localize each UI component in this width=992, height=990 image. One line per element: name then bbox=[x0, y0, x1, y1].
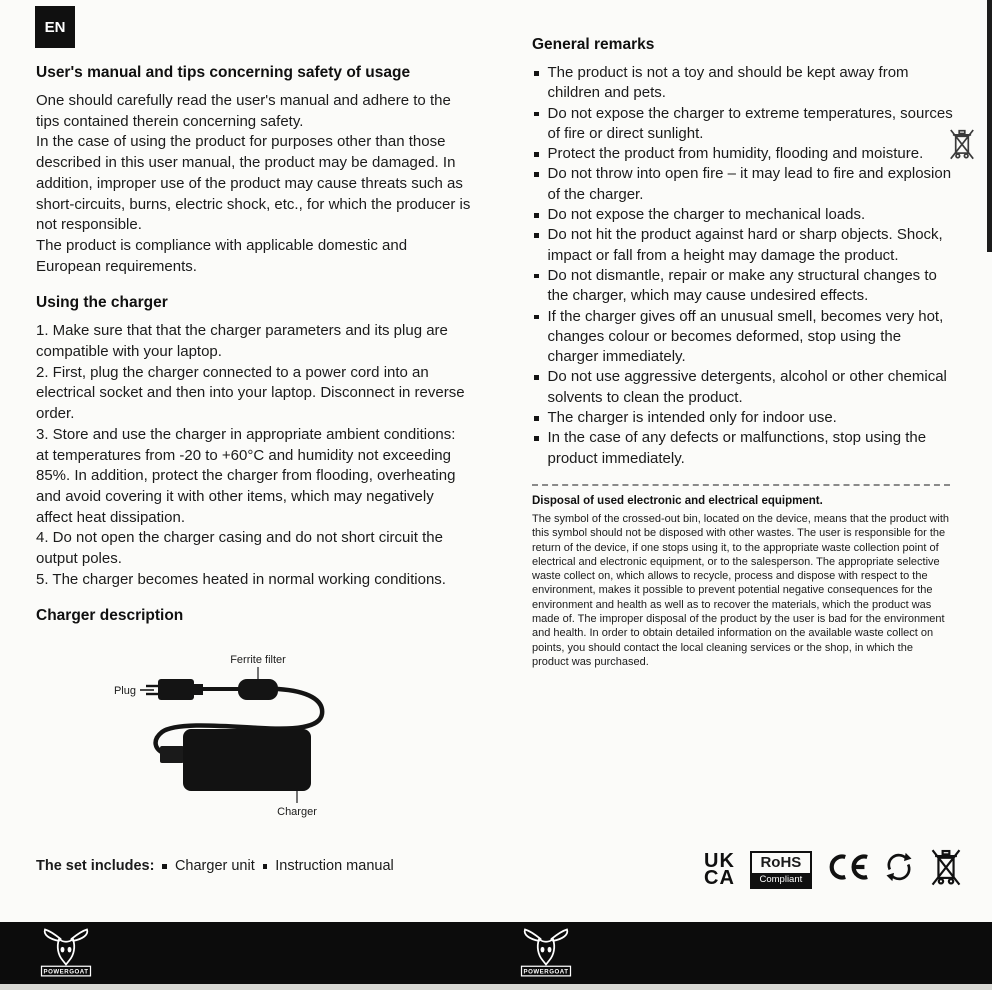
set-includes-item: Charger unit bbox=[174, 858, 255, 874]
remarks-list bbox=[532, 63, 956, 469]
list-item: Protect the product from humidity, flooding and moisture. bbox=[532, 144, 956, 164]
left-column bbox=[36, 64, 472, 834]
ukca-mark: UK CA bbox=[704, 849, 735, 889]
list-item: If the charger gives off an unusual smell, becomes very hot, changes colour or becomes deformed, stop using the charger immediately. bbox=[532, 307, 956, 368]
using-step: 4. Do not open the charger casing and do not short circuit the output poles. bbox=[36, 529, 443, 568]
using-steps bbox=[36, 321, 472, 590]
list-item: Do not use aggressive detergents, alcohol or other chemical solvents to clean the product. bbox=[532, 367, 956, 408]
disposal-heading: Disposal of used electronic and electrical equipment. bbox=[532, 494, 823, 507]
scan-edge-artifact bbox=[987, 0, 992, 252]
safety-paragraph: One should carefully read the user's manual and adhere to the tips contained therein concerning safety. bbox=[36, 92, 451, 130]
bullet-square-icon bbox=[534, 416, 539, 421]
bullet-square-icon bbox=[534, 315, 539, 320]
safety-heading: User's manual and tips concerning safety of usage bbox=[36, 64, 411, 81]
bullet-square-icon bbox=[534, 152, 539, 157]
powergoat-logo bbox=[518, 926, 574, 987]
bullet-square-icon bbox=[534, 436, 539, 441]
plug-shape bbox=[146, 679, 203, 700]
set-includes-label: The set includes: bbox=[36, 858, 155, 874]
list-item: Do not expose the charger to extreme temperatures, sources of fire or direct sunlight. bbox=[532, 104, 956, 145]
using-heading: Using the charger bbox=[36, 294, 168, 312]
bullet-square-icon bbox=[534, 71, 539, 76]
set-includes bbox=[36, 858, 394, 874]
using-step: 3. Store and use the charger in appropriate ambient conditions: at temperatures from -20 to +60°C and humidity not exceeding 85%. In addition, protect the charger from flooding, overheating and avoid covering it with other items, which may negatively affect heat dissipation. bbox=[36, 425, 456, 526]
recycle-icon bbox=[884, 852, 914, 887]
list-item: Do not expose the charger to mechanical loads. bbox=[532, 205, 956, 225]
remarks-heading: General remarks bbox=[532, 36, 655, 53]
compliance-marks bbox=[704, 846, 963, 893]
diagram-label-plug: Plug bbox=[113, 685, 136, 698]
bullet-square-icon bbox=[534, 172, 539, 177]
ferrite-filter-shape bbox=[238, 679, 278, 700]
connector-stub-shape bbox=[160, 746, 184, 763]
powergoat-wordmark: POWERGOAT bbox=[43, 968, 89, 976]
dashed-divider bbox=[532, 484, 950, 486]
right-column bbox=[532, 36, 956, 669]
rohs-mark: RoHS Compliant bbox=[750, 851, 812, 889]
diagram-label-charger: Charger bbox=[277, 806, 317, 819]
set-includes-item: Instruction manual bbox=[275, 858, 394, 874]
powergoat-logo bbox=[38, 926, 94, 987]
safety-paragraph: In the case of using the product for purposes other than those described in this user manual, the product may be damaged. In addition, improper use of the product may cause threats such as short-circuits, burns, electric shock, etc., for which the producer is not responsible. bbox=[36, 133, 471, 234]
powergoat-wordmark: POWERGOAT bbox=[523, 968, 569, 976]
bullet-square-icon bbox=[534, 375, 539, 380]
charger-diagram bbox=[36, 634, 466, 834]
list-item: Do not dismantle, repair or make any structural changes to the charger, which may cause undesired effects. bbox=[532, 266, 956, 307]
charger-brick-shape bbox=[183, 729, 311, 791]
using-step: 1. Make sure that that the charger parameters and its plug are compatible with your laptop. bbox=[36, 322, 448, 361]
bullet-square-icon bbox=[162, 864, 167, 869]
ce-mark-icon bbox=[827, 852, 869, 887]
list-item: In the case of any defects or malfunctions, stop using the product immediately. bbox=[532, 428, 956, 469]
description-heading: Charger description bbox=[36, 607, 184, 625]
bullet-square-icon bbox=[534, 112, 539, 117]
footer-bar bbox=[0, 922, 992, 984]
weee-crossed-bin-icon bbox=[929, 846, 963, 893]
using-step: 2. First, plug the charger connected to a power cord into an electrical socket and then into your laptop. Disconnect in reverse order. bbox=[36, 363, 465, 423]
bullet-square-icon bbox=[534, 274, 539, 279]
list-item: Do not hit the product against hard or sharp objects. Shock, impact or fall from a height may damage the product. bbox=[532, 225, 956, 266]
list-item: The charger is intended only for indoor use. bbox=[532, 408, 956, 428]
page-bottom-strip bbox=[0, 984, 992, 990]
disposal-body: The symbol of the crossed-out bin, located on the device, means that the product with this symbol should not be disposed with other wastes. The user is responsible for the return of the device, if one stops using it, to the appropriate waste collection point of electrical and electronic equipment, or to the salesperson. The appropriate selective waste collect on, which allows to recycle, process and dispose with respect to the environment, makes it possible to prevent potential negative consequences for the environment and health as well as to recover the materials, which the product was made of. The improper disposal of the product by the user is bad for the environment and health. In order to obtain detailed information on the available waste collect on points, you should contact the local cleaning services or the shop, in which the product was purchased. bbox=[532, 512, 950, 668]
bullet-square-icon bbox=[534, 213, 539, 218]
list-item: Do not throw into open fire – it may lead to fire and explosion of the charger. bbox=[532, 164, 956, 205]
list-item: The product is not a toy and should be kept away from children and pets. bbox=[532, 63, 956, 104]
using-step: 5. The charger becomes heated in normal working conditions. bbox=[36, 570, 446, 588]
bullet-square-icon bbox=[263, 864, 268, 869]
diagram-label-ferrite: Ferrite filter bbox=[230, 654, 286, 667]
bullet-square-icon bbox=[534, 233, 539, 238]
language-badge: EN bbox=[35, 6, 75, 48]
safety-body bbox=[36, 91, 472, 277]
safety-paragraph: The product is compliance with applicable domestic and European requirements. bbox=[36, 236, 408, 275]
